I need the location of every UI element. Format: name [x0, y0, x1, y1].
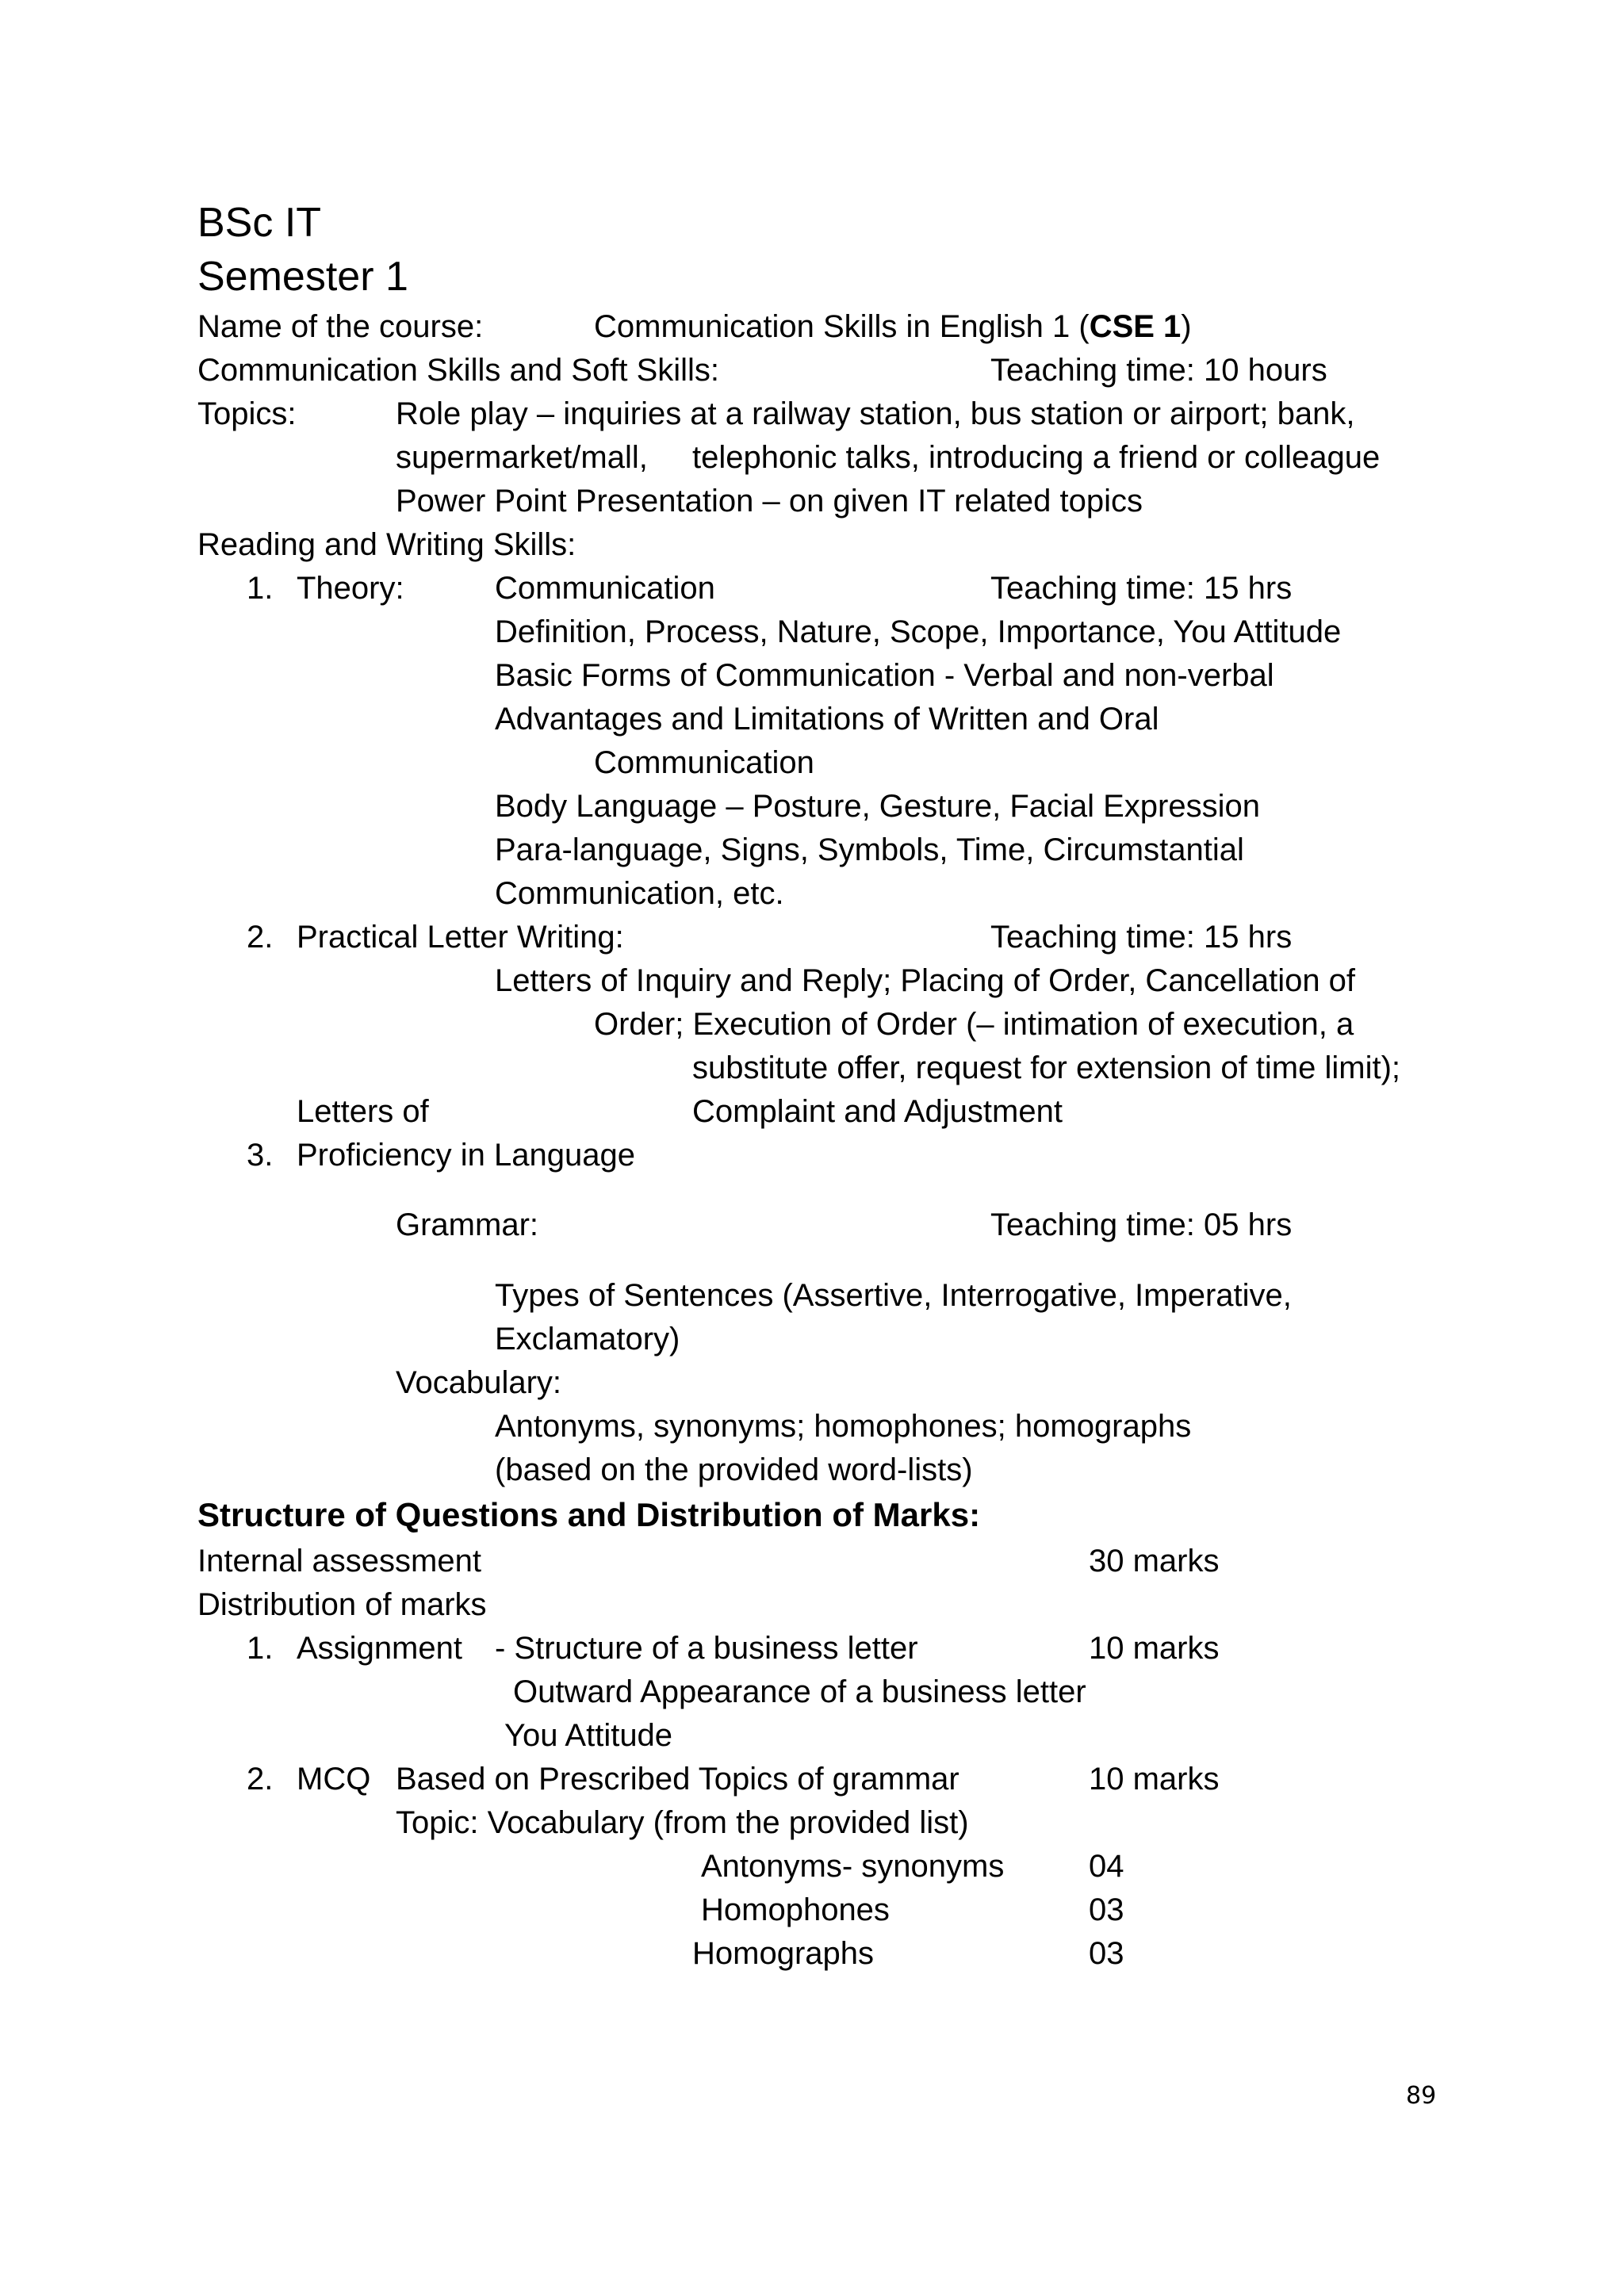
mcq-topic-line: Topic: Vocabulary (from the provided list) [396, 1805, 969, 1840]
page-number: 89 [1406, 2082, 1437, 2110]
theory-heading: Communication [495, 571, 715, 606]
letter-number: 2. [247, 920, 274, 955]
assignment-label: Assignment [297, 1631, 462, 1666]
mcq-marks: 10 marks [1089, 1762, 1220, 1797]
course-name-suffix: ) [1181, 309, 1192, 344]
topic-line: supermarket/mall, [396, 440, 648, 475]
vocabulary-line: Antonyms, synonyms; homophones; homographs [495, 1409, 1192, 1444]
program-title: BSc IT [197, 200, 322, 246]
assignment-line: - Structure of a business letter [495, 1631, 918, 1666]
semester-title: Semester 1 [197, 254, 408, 300]
proficiency-label: Proficiency in Language [297, 1138, 635, 1173]
theory-number: 1. [247, 571, 274, 606]
reading-section-title: Reading and Writing Skills: [197, 527, 576, 562]
mcq-row-name: Homophones [701, 1892, 890, 1927]
course-name-prefix: Communication Skills in English 1 ( [594, 309, 1090, 344]
grammar-line: Types of Sentences (Assertive, Interrogative, Imperative, [495, 1278, 1292, 1313]
topic-line: Power Point Presentation – on given IT related topics [396, 484, 1143, 519]
distribution-label: Distribution of marks [197, 1587, 487, 1622]
assignment-line: Outward Appearance of a business letter [513, 1674, 1086, 1709]
theory-line: Definition, Process, Nature, Scope, Importance, You Attitude [495, 614, 1342, 649]
course-code: CSE 1 [1089, 309, 1182, 344]
theory-line: Communication [594, 745, 814, 780]
mcq-line: Based on Prescribed Topics of grammar [396, 1762, 959, 1797]
assignment-marks: 10 marks [1089, 1631, 1220, 1666]
mcq-row-value: 03 [1089, 1892, 1124, 1927]
letter-label: Practical Letter Writing: [297, 920, 624, 955]
vocabulary-label: Vocabulary: [396, 1365, 562, 1400]
letter-line: Letters of Inquiry and Reply; Placing of Order, Cancellation of [495, 963, 1356, 998]
theory-line: Para-language, Signs, Symbols, Time, Circumstantial [495, 832, 1244, 867]
grammar-label: Grammar: [396, 1207, 538, 1242]
assignment-line: You Attitude [504, 1718, 673, 1753]
vocabulary-line: (based on the provided word-lists) [495, 1452, 973, 1487]
comm-section-title: Communication Skills and Soft Skills: [197, 353, 720, 388]
assignment-number: 1. [247, 1631, 274, 1666]
topic-line: Role play – inquiries at a railway station, bus station or airport; bank, [396, 396, 1355, 431]
proficiency-number: 3. [247, 1138, 274, 1173]
internal-assessment-label: Internal assessment [197, 1544, 481, 1578]
mcq-label: MCQ [297, 1762, 371, 1797]
mcq-number: 2. [247, 1762, 274, 1797]
course-name-value [594, 308, 1192, 346]
theory-teaching-time: Teaching time: 15 hrs [990, 571, 1293, 606]
letter-teaching-time: Teaching time: 15 hrs [990, 920, 1293, 955]
theory-line: Basic Forms of Communication - Verbal and non-verbal [495, 658, 1274, 693]
mcq-row-value: 04 [1089, 1849, 1124, 1884]
mcq-row-value: 03 [1089, 1936, 1124, 1971]
comm-teaching-time: Teaching time: 10 hours [990, 353, 1327, 388]
letter-line: Letters of [297, 1094, 429, 1129]
theory-line: Advantages and Limitations of Written and Oral [495, 702, 1159, 737]
internal-assessment-marks: 30 marks [1089, 1544, 1220, 1578]
course-name-label: Name of the course: [197, 309, 484, 344]
topics-label: Topics: [197, 396, 297, 431]
letter-line: Complaint and Adjustment [692, 1094, 1063, 1129]
grammar-line: Exclamatory) [495, 1322, 680, 1357]
grammar-teaching-time: Teaching time: 05 hrs [990, 1207, 1293, 1242]
topic-line: telephonic talks, introducing a friend or colleague [692, 440, 1381, 475]
marks-section-heading: Structure of Questions and Distribution of Marks: [197, 1496, 981, 1533]
mcq-row-name: Antonyms- synonyms [701, 1849, 1005, 1884]
letter-line: Order; Execution of Order (– intimation of execution, a [594, 1007, 1354, 1042]
mcq-row-name: Homographs [692, 1936, 875, 1971]
letter-line: substitute offer, request for extension of time limit); [692, 1050, 1401, 1085]
theory-line: Body Language – Posture, Gesture, Facial Expression [495, 789, 1260, 824]
theory-line: Communication, etc. [495, 876, 784, 911]
theory-label: Theory: [297, 571, 404, 606]
